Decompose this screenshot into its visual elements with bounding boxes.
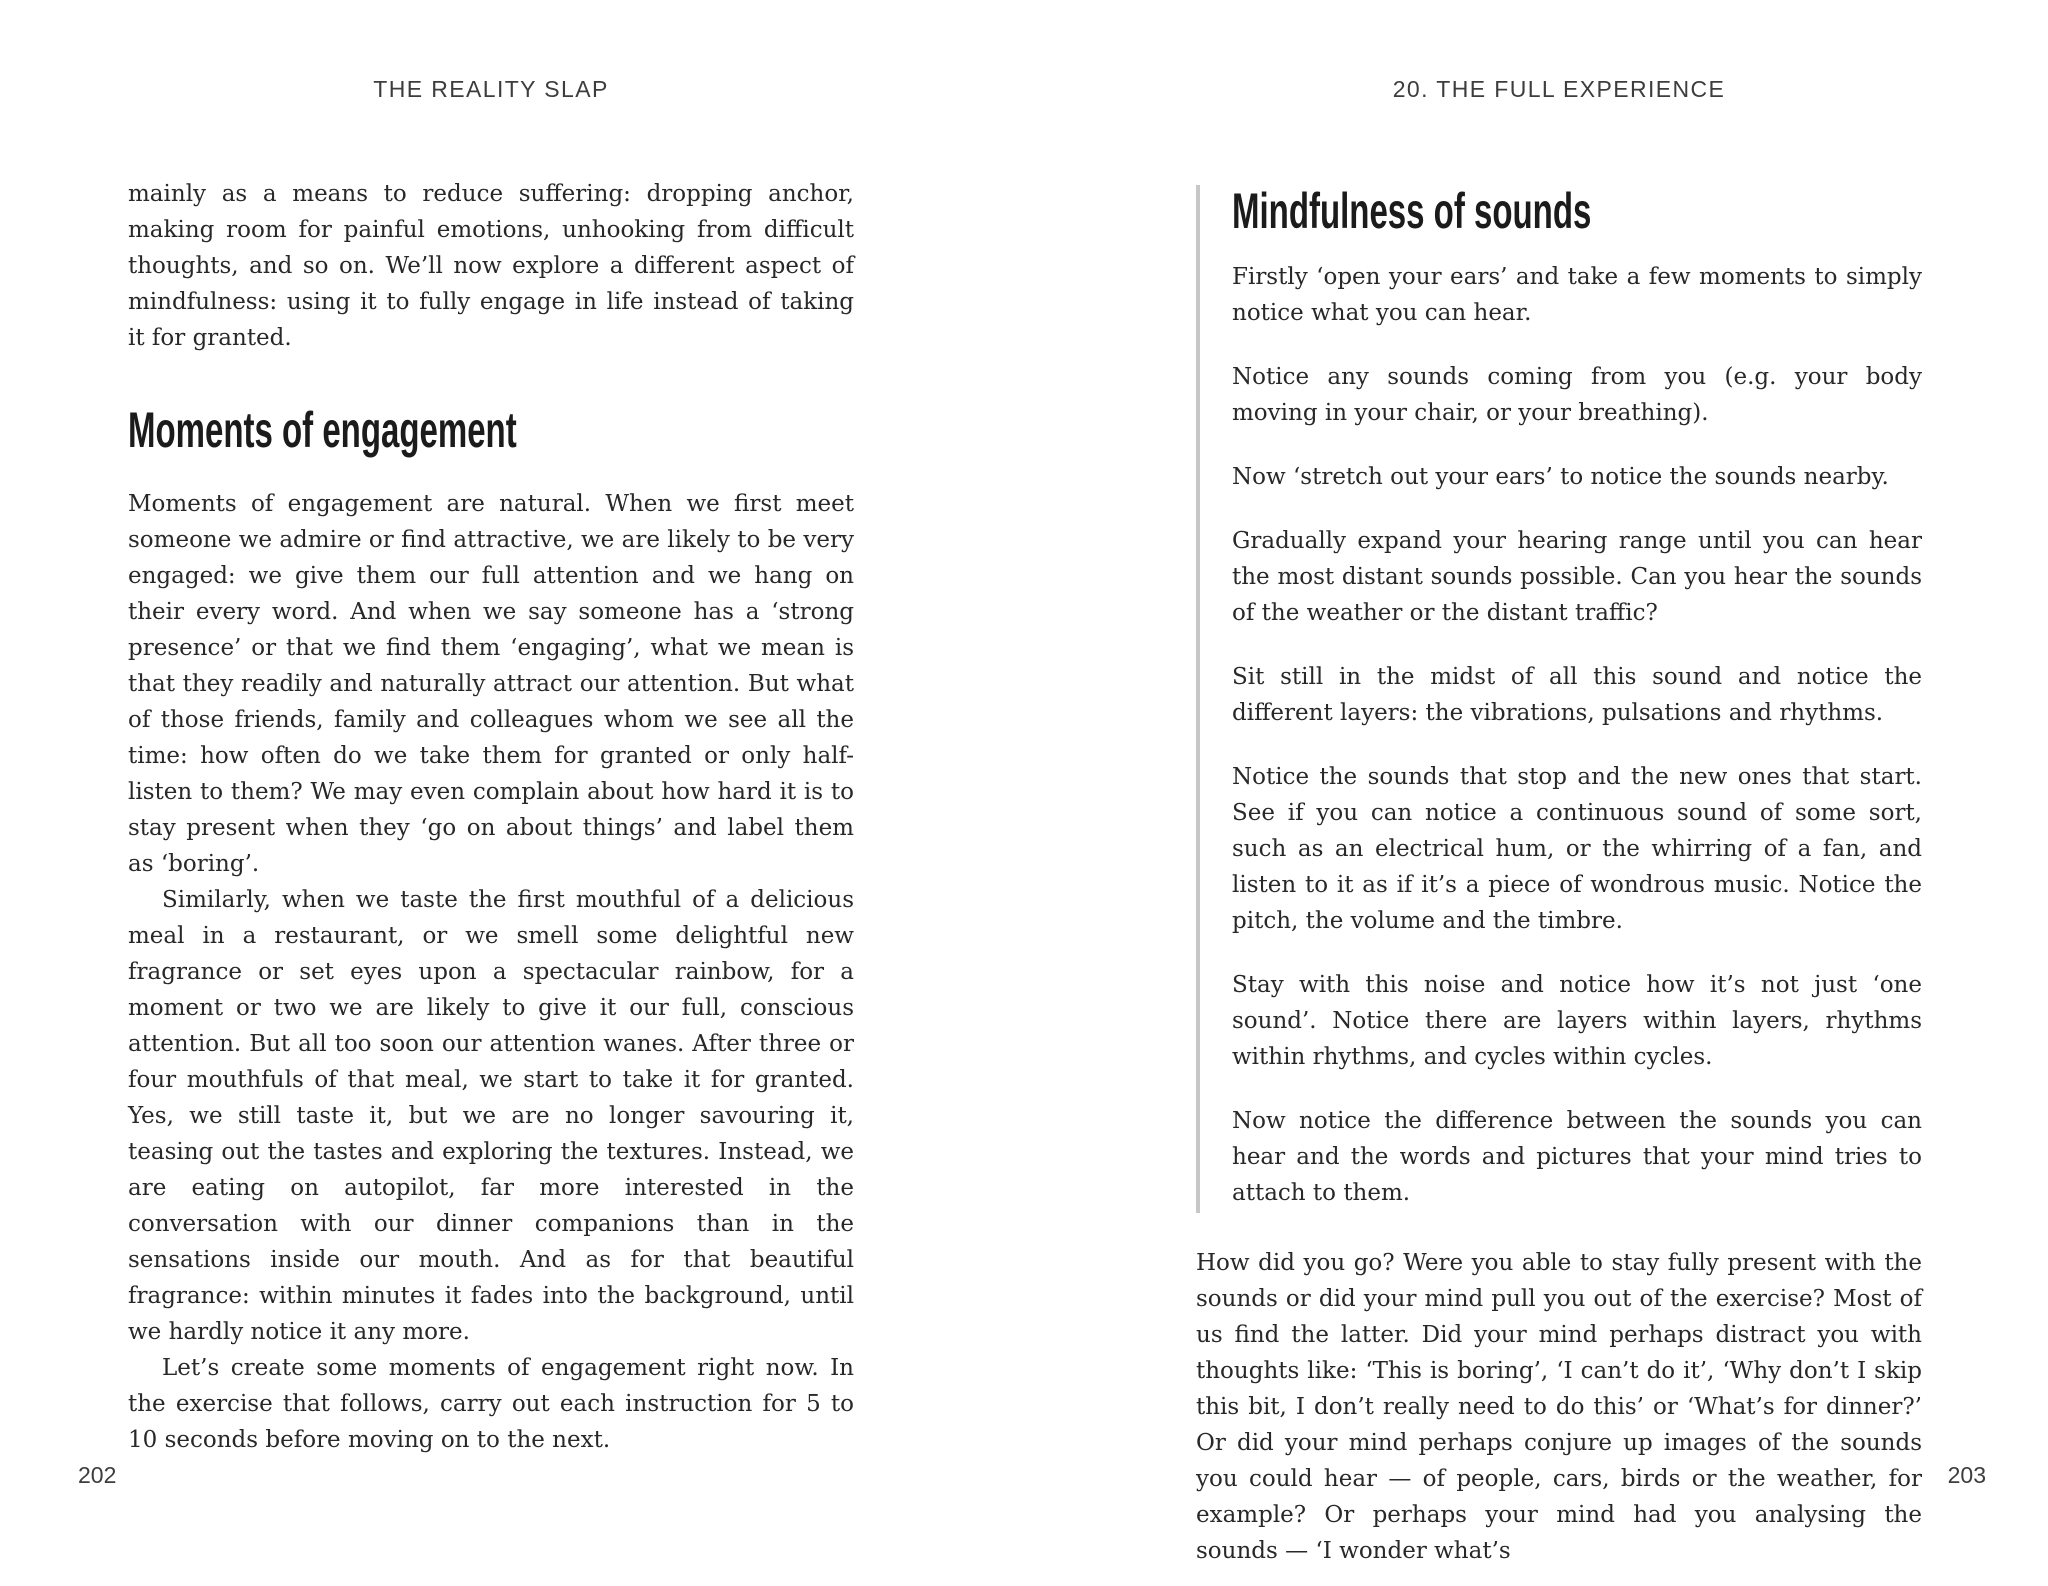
exercise-step: Firstly ‘open your ears’ and take a few moments to simply notice what you can hear. (1232, 264, 1922, 326)
section-heading-mindfulness-of-sounds: Mindfulness of sounds (1232, 183, 1592, 239)
exercise-step: Notice any sounds coming from you (e.g. your body moving in your chair, or your breathing). (1232, 364, 1922, 426)
paragraph: Similarly, when we taste the first mouthful of a delicious meal in a restaurant, or we smell some delightful new fragrance or set eyes upon a spectacular rainbow, for a moment or two we are likely to give it our full, conscious attention. But all too soon our attention wanes. After three or four mouthfuls of that meal, we start to take it for granted. Yes, we still taste it, but we are no longer savouring it, teasing out the tastes and exploring the textures. Instead, we are eating on autopilot, far more interested in the conversation with our dinner companions than in the sensations inside our mouth. And as for that beautiful fragrance: within minutes it fades into the background, until we hardly notice it any more. (128, 887, 854, 1345)
exercise-step: Gradually expand your hearing range until you can hear the most distant sounds possible. Can you hear the sounds of the weather or the distant traffic? (1232, 528, 1922, 626)
page-number-left: 202 (78, 1462, 117, 1488)
exercise-block (1196, 185, 1922, 1213)
section-heading-moments-of-engagement: Moments of engagement (128, 402, 517, 458)
exercise-step: Stay with this noise and notice how it’s not just ‘one sound’. Notice there are layers within layers, rhythms within rhythms, and cycles within cycles. (1232, 972, 1922, 1070)
paragraph-continuation: mainly as a means to reduce suffering: dropping anchor, making room for painful emotions, unhooking from difficult thoughts, and so on. We’ll now explore a different aspect of mindfulness: using it to fully engage in life instead of taking it for granted. (128, 181, 854, 351)
exercise-step: Sit still in the midst of all this sound and notice the different layers: the vibrations, pulsations and rhythms. (1232, 664, 1922, 726)
page-number-right: 203 (1947, 1462, 1986, 1488)
exercise-step: Now notice the difference between the sounds you can hear and the words and pictures that your mind tries to attach to them. (1232, 1108, 1922, 1206)
page-right-text-column (1196, 185, 1922, 1569)
running-head-right: 20. THE FULL EXPERIENCE (1392, 76, 1726, 102)
running-head-left: THE REALITY SLAP (373, 76, 609, 102)
exercise-step: Notice the sounds that stop and the new ones that start. See if you can notice a continuous sound of some sort, such as an electrical hum, or the whirring of a fan, and listen to it as if it’s a piece of wondrous music. Notice the pitch, the volume and the timbre. (1232, 764, 1922, 934)
paragraph: Let’s create some moments of engagement right now. In the exercise that follows, carry out each instruction for 5 to 10 seconds before moving on to the next. (128, 1355, 854, 1453)
page-left-text-column (128, 176, 854, 1458)
paragraph-after-exercise: How did you go? Were you able to stay fully present with the sounds or did your mind pull you out of the exercise? Most of us find the latter. Did your mind perhaps distract you with thoughts like: ‘This is boring’, ‘I can’t do it’, ‘Why don’t I skip this bit, I don’t really need to do this’ or ‘What’s for dinner?’ Or did your mind perhaps conjure up images of the sounds you could hear — of people, cars, birds or the weather, for example? Or perhaps your mind had you analysing the sounds — ‘I wonder what’s (1196, 1250, 1922, 1564)
exercise-step: Now ‘stretch out your ears’ to notice the sounds nearby. (1232, 464, 1889, 490)
paragraph: Moments of engagement are natural. When we first meet someone we admire or find attractive, we are likely to be very engaged: we give them our full attention and we hang on their every word. And when we say someone has a ‘strong presence’ or that we find them ‘engaging’, what we mean is that they readily and naturally attract our attention. But what of those friends, family and colleagues whom we see all the time: how often do we take them for granted or only half-listen to them? We may even complain about how hard it is to stay present when they ‘go on about things’ and label them as ‘boring’. (128, 491, 854, 877)
